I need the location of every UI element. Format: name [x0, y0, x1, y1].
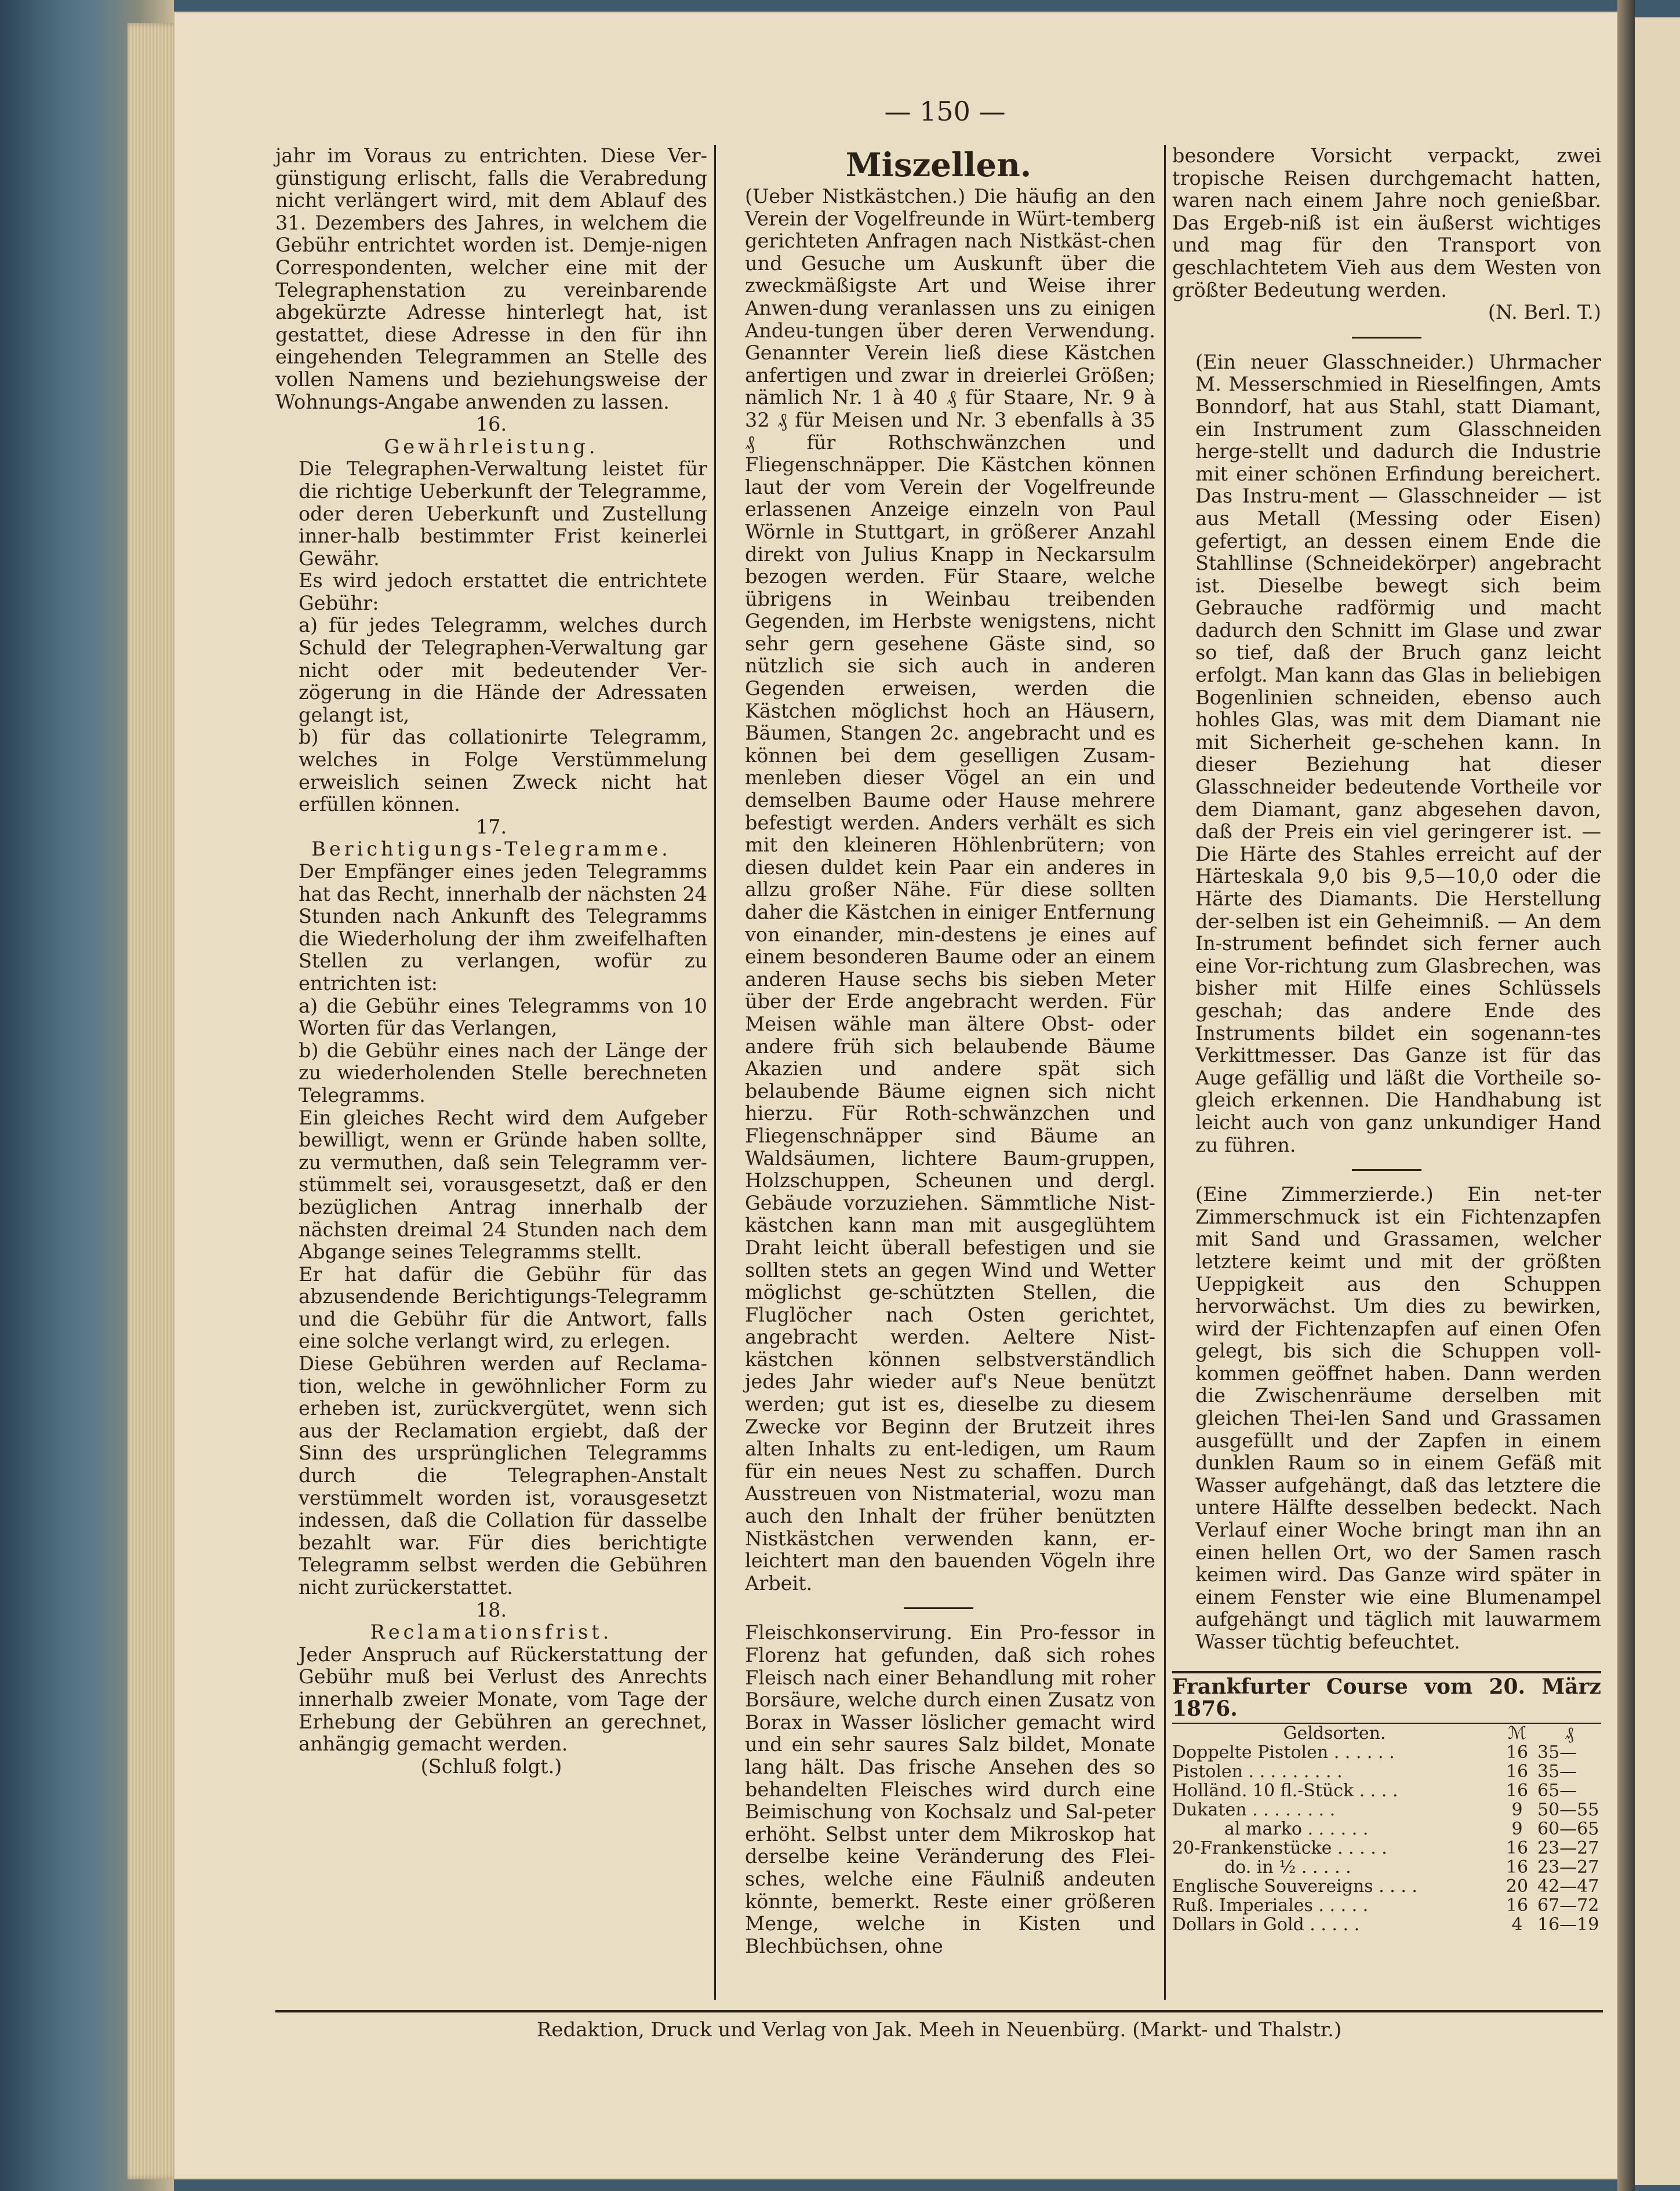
imprint-footer: Redaktion, Druck und Verlag von Jak. Meeh in Neuenbürg. (Markt- und Thalstr.) [536, 2018, 1342, 2041]
coin-mark: 16 [1506, 1780, 1529, 1801]
section-title: Reclamationsfrist. [370, 1621, 613, 1644]
list-item: a) für jedes Telegramm, welches durch Schuld der Telegraphen-Verwaltung gar nicht oder mit bedeutender Ver-zögerung in die Hände der Adressaten gelangt ist, [299, 614, 707, 726]
table-row [1172, 1743, 1601, 1762]
coin-mark: 4 [1511, 1914, 1523, 1935]
coin-mark: 16 [1506, 1837, 1529, 1858]
coin-name: Doppelte Pistolen . . . . . . [1172, 1742, 1395, 1763]
section-number: 16. [475, 413, 507, 436]
coin-mark: 16 [1506, 1742, 1529, 1763]
coin-name: Holländ. 10 fl.-Stück . . . . [1172, 1780, 1398, 1801]
list-item: b) die Gebühr eines nach der Länge der zu wiederholenden Stelle berechneten Telegramms. [299, 1039, 707, 1107]
table-subhead: Geldsorten. [1283, 1723, 1386, 1744]
article-nistkaestchen: (Ueber Nistkästchen.) Die häufig an den Verein der Vogelfreunde in Würt-temberg gerichteten Anfragen nach Nistkäst-chen und Gesuche um Auskunft über die zweckmäßigste Art und Weise ihrer Anwen-dung veranlassen uns zu einigen Andeu-tungen über deren Verwendung. Genannter Verein ließ diese Kästchen anfertigen und zwar in dreierlei Größen; nämlich Nr. 1 à 40 ₰ für Staare, Nr. 9 à 32 ₰ für Meisen und Nr. 3 ebenfalls à 35 ₰ für Rothschwänzchen und Fliegenschnäpper. Die Kästchen können laut der vom Verein der Vogelfreunde erlassenen Anzeige einzeln von Paul Wörnle in Stuttgart, in größerer Anzahl direkt von Julius Knapp in Neckarsulm bezogen werden. Für Staare, welche übrigens in Weinbau treibenden Gegenden, im Herbste wenigstens, nicht sehr gern gesehene Gäste sind, so nützlich sie sich auch in anderen Gegenden erweisen, werden die Kästchen möglichst hoch an Häusern, Bäumen, Stangen 2c. angebracht und es können bei dem geselligen Zusam-menleben dieser Vögel an ein und demselben Baume oder Hause mehrere befestigt werden. Anders verhält es sich mit den kleineren Höhlenbrütern; von diesen duldet kein Paar ein anderes in allzu großer Nähe. Für diese sollten daher die Kästchen in einiger Entfernung von einander, min-destens je eines auf einem besonderen Baume oder an einem anderen Hause sechs bis sieben Meter über der Erde angebracht werden. Für Meisen wähle man ältere Obst- oder andere früh sich belaubende Bäume Akazien und andere spät sich belaubende Bäume eignen sich nicht hierzu. Für Roth-schwänzchen und Fliegenschnäpper sind Bäume an Waldsäumen, lichtere Baum-gruppen, Holzschuppen, Scheunen und dergl. Gebäude vorzuziehen. Sämmtliche Nist-kästchen kann man mit ausgeglühtem Draht leicht überall befestigen und sie sollten stets an gegen Wind und Wetter möglichst ge-schützten Stellen, die Fluglöcher nach Osten gerichtet, angebracht werden. Aeltere Nist-kästchen können selbstverständlich jedes Jahr wieder auf's Neue benützt werden; gut ist es, dieselbe zu diesem Zwecke vor Beginn der Brutzeit ihres alten Inhalts zu ent-ledigen, um Raum für ein neues Nest zu schaffen. Durch Ausstreuen von Nistmaterial, wozu man auch den Inhalt der früher benützten Nistkästchen verwenden kann, er-leichtert man den bauenden Vögeln ihre Arbeit. [745, 185, 1155, 1595]
column-rule [714, 145, 716, 2000]
coin-pf: 50—55 [1537, 1799, 1599, 1820]
page-stack [128, 23, 180, 2179]
column-2 [722, 145, 1155, 1957]
article-fleischkonservirung: Fleischkonservirung. Ein Pro-fessor in Florenz hat gefunden, daß sich rohes Fleisch nach einer Behandlung mit roher Borsäure, welche durch einen Zusatz von Borax in Wasser löslicher gemacht wird und ein sehr saures Salz bildet, Monate lang hält. Das frische Ansehen des so behandelten Fleisches wird durch eine Beimischung von Kochsalz und Sal-peter erhöht. Selbst unter dem Mikroskop hat derselbe keine Veränderung des Flei-sches, welche eine Fäulniß andeuten könnte, bemerkt. Reste einer größeren Menge, welche in Kisten und Blechbüchsen, ohne [745, 1621, 1155, 1957]
coin-name: Dukaten . . . . . . . . [1172, 1799, 1336, 1820]
unit-mark: ℳ [1507, 1723, 1527, 1744]
coin-pf: 67—72 [1537, 1895, 1599, 1916]
coin-pf: 60—65 [1537, 1818, 1599, 1839]
course-table [1172, 1724, 1601, 1934]
table-row [1172, 1915, 1601, 1934]
table-row [1172, 1877, 1601, 1896]
column-1 [275, 145, 707, 1778]
section-title: Berichtigungs-Telegramme. [311, 838, 671, 861]
table-row [1172, 1819, 1601, 1839]
coin-name: Dollars in Gold . . . . . [1172, 1914, 1360, 1935]
table-row [1172, 1896, 1601, 1915]
coin-pf: 65— [1537, 1780, 1577, 1801]
table-row [1172, 1839, 1601, 1858]
adjacent-page-fragment [1635, 17, 1680, 2185]
paragraph: Diese Gebühren werden auf Reclama-tion, welche in gewöhnlicher Form zu erheben ist, zurückvergütet, wenn sich aus der Reclamation ergiebt, daß der Sinn des ursprünglichen Telegramms durch die Telegraphen-Anstalt verstümmelt worden ist, vorausgesetzt indessen, daß die Collation für dasselbe bezahlt war. Für dies berichtigte Telegramm selbst werden die Gebühren nicht zurückerstattet. [299, 1352, 707, 1599]
section-heading: Miszellen. [845, 146, 1032, 184]
paragraph: Ein gleiches Recht wird dem Aufgeber bewilligt, wenn er Gründe haben sollte, zu vermuthen, daß sein Telegramm ver-stümmelt sei, vorausgesetzt, daß er den bezüglichen Antrag innerhalb der nächsten dreimal 24 Stunden nach dem Abgange seines Telegramms stellt. [299, 1106, 707, 1264]
separator [1352, 1169, 1421, 1171]
coin-mark: 16 [1506, 1857, 1529, 1877]
coin-pf: 35— [1537, 1742, 1577, 1763]
paragraph: Jeder Anspruch auf Rückerstattung der Gebühr muß bei Verlust des Anrechts innerhalb zweier Monate, vom Tage der Erhebung der Gebühren an gerechnet, anhängig gemacht werden. [299, 1643, 707, 1756]
section-number: 17. [475, 815, 507, 838]
separator [1352, 337, 1421, 339]
paragraph: Die Telegraphen-Verwaltung leistet für die richtige Ueberkunft der Telegramme, oder deren Ueberkunft und Zustellung inner-halb bestimmter Frist keinerlei Gewähr. [299, 457, 707, 570]
coin-pf: 23—27 [1537, 1857, 1599, 1877]
page-number: — 150 — [884, 96, 1006, 127]
source-note: (N. Berl. T.) [1488, 301, 1601, 324]
coin-mark: 16 [1506, 1761, 1529, 1782]
coin-mark: 9 [1511, 1799, 1523, 1820]
coin-name: do. in ½ . . . . . [1224, 1857, 1351, 1877]
continuation-note: (Schluß folgt.) [420, 1755, 562, 1778]
paragraph: jahr im Voraus zu entrichten. Diese Ver-günstigung erlischt, falls die Verabredung nicht verlängert wird, mit dem Ablauf des 31. Dezembers des Jahres, in welchem die Gebühr entrichtet worden ist. Demje-nigen Correspondenten, welcher eine mit der Telegraphenstation zu vereinbarende abgekürzte Adresse hinterlegt hat, ist gestattet, diese Adresse in den für ihn eingehenden Telegrammen an Stelle des vollen Namens und beziehungsweise der Wohnungs-Angabe anwenden zu lassen. [275, 144, 707, 413]
section-number: 18. [475, 1598, 507, 1621]
paragraph: besondere Vorsicht verpackt, zwei tropische Reisen durchgemacht hatten, waren nach einem Jahre noch genießbar. Das Ergeb-niß ist ein äußerst wichtiges und mag für den Transport von geschlachtetem Vieh aus dem Westen von größter Bedeutung werden. [1172, 144, 1601, 301]
coin-mark: 16 [1506, 1895, 1529, 1916]
separator [904, 1607, 973, 1609]
coin-pf: 42—47 [1537, 1876, 1599, 1897]
table-row [1172, 1762, 1601, 1781]
table-row [1172, 1858, 1601, 1877]
coin-name: Englische Souvereigns . . . . [1172, 1876, 1417, 1897]
table-header-row [1172, 1724, 1601, 1743]
list-item: b) für das collationirte Telegramm, welches in Folge Verstümmelung erweislich seinen Zweck nicht hat erfüllen können. [299, 726, 707, 816]
coin-name: Pistolen . . . . . . . . . [1172, 1761, 1343, 1782]
coin-pf: 35— [1537, 1761, 1577, 1782]
column-3 [1172, 145, 1601, 1934]
coin-mark: 9 [1511, 1818, 1523, 1839]
table-row [1172, 1781, 1601, 1800]
coin-name: Ruß. Imperiales . . . . . [1172, 1895, 1369, 1916]
coin-mark: 20 [1506, 1876, 1529, 1897]
course-table-title: Frankfurter Course vom 20. März 1876. [1172, 1671, 1601, 1724]
coin-name: al marko . . . . . . [1224, 1818, 1369, 1839]
section-title: Gewährleistung. [384, 435, 599, 458]
paragraph: Der Empfänger eines jeden Telegramms hat das Recht, innerhalb der nächsten 24 Stunden nach Ankunft des Telegramms die Wiederholung der ihm zweifelhaften Stellen zu verlangen, wofür zu entrichten ist: [299, 860, 707, 995]
book-gutter [1617, 0, 1635, 2191]
coin-pf: 23—27 [1537, 1837, 1599, 1858]
table-row [1172, 1800, 1601, 1819]
footer-rule [275, 2010, 1603, 2012]
paragraph: Es wird jedoch erstattet die entrichtete Gebühr: [299, 569, 707, 614]
article-zimmerzierde: (Eine Zimmerzierde.) Ein net-ter Zimmerschmuck ist ein Fichtenzapfen mit Sand und Grassamen, welcher letztere keimt und mit der größten Ueppigkeit aus den Schuppen hervorwächst. Um dies zu bewirken, wird der Fichtenzapfen auf einen Ofen gelegt, bis sich die Schuppen voll-kommen geöffnet haben. Dann werden die Zwischenräume derselben mit gleichen Thei-len Sand und Grassamen ausgefüllt und der Zapfen in einem dunklen Raum so in einem Gefäß mit Wasser aufgehängt, daß das letztere die untere Hälfte desselben bedeckt. Nach Verlauf einer Woche bringt man ihn an einen hellen Ort, wo der Samen rasch keimen wird. Das Ganze wird später in einem Fenster wie eine Blumenampel aufgehängt und täglich mit lauwarmem Wasser tüchtig befeuchtet. [1195, 1183, 1601, 1653]
column-rule [1164, 145, 1166, 2000]
paragraph: Er hat dafür die Gebühr für das abzusendende Berichtigungs-Telegramm und die Gebühr für die Antwort, falls eine solche verlangt wird, zu erlegen. [299, 1262, 707, 1353]
list-item: a) die Gebühr eines Telegramms von 10 Worten für das Verlangen, [299, 994, 707, 1040]
coin-name: 20-Frankenstücke . . . . . [1172, 1837, 1387, 1858]
article-glasschneider: (Ein neuer Glasschneider.) Uhrmacher M. Messerschmied in Rieselfingen, Amts Bonndorf, hat aus Stahl, statt Diamant, ein Instrument zum Glasschneiden herge-stellt und dadurch die Industrie mit einer schönen Erfindung bereichert. Das Instru-ment — Glasschneider — ist aus Metall (Messing oder Eisen) gefertigt, an dessen einem Ende die Stahllinse (Schneidekörper) angebracht ist. Dieselbe bewegt sich beim Gebrauche radförmig und macht dadurch den Schnitt im Glase und zwar so tief, daß der Bruch ganz leicht erfolgt. Man kann das Glas in beliebigen Bogenlinien schneiden, ebenso auch hohles Glas, was mit dem Diamant nie mit Sicherheit ge-schehen kann. In dieser Beziehung hat dieser Glasschneider bedeutende Vortheile vor dem Diamant, ganz abgesehen davon, daß der Preis ein viel geringerer ist. — Die Härte des Stahles erreicht auf der Härteskala 9,0 bis 9,5—10,0 oder die Härte des Diamants. Die Herstellung der-selben ist ein Geheimniß. — An dem In-strument befindet sich ferner auch eine Vor-richtung zum Glasbrechen, was bisher mit Hilfe eines Schlüssels geschah; das andere Ende des Instruments bildet ein sogenann-tes Verkittmesser. Das Ganze ist für das Auge gefällig und läßt die Vortheile so-gleich erkennen. Die Handhabung ist leicht auch von ganz unkundiger Hand zu führen. [1195, 350, 1601, 1156]
unit-pf: ₰ [1565, 1723, 1574, 1744]
coin-pf: 16—19 [1537, 1914, 1599, 1935]
